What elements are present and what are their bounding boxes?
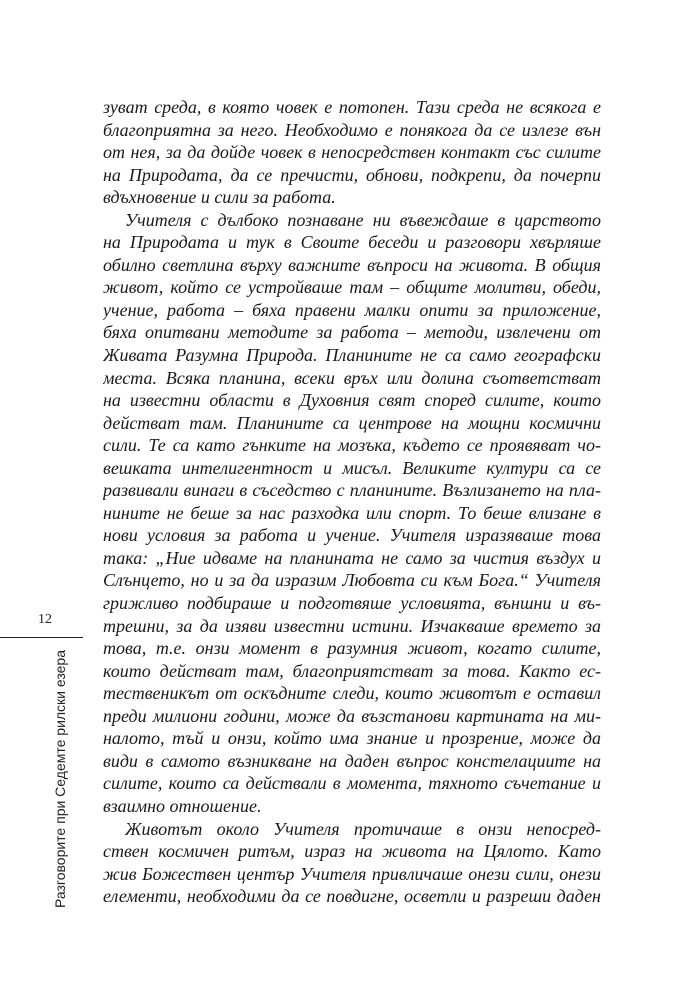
margin-rule bbox=[0, 637, 83, 638]
page-number: 12 bbox=[38, 612, 52, 627]
text-line: от нея, за да дойде човек в непосредствен контакт със силите bbox=[103, 142, 601, 163]
text-line: тественикът от оскъдните следи, които животът е оставил bbox=[103, 683, 601, 704]
body-text bbox=[103, 96, 601, 908]
text-line: вешката интелигентност и мисъл. Великите култури са се bbox=[103, 457, 601, 478]
text-line: живот, който се устройваше там – общите молитви, обеди, bbox=[103, 277, 601, 298]
text-line: това, т.е. онзи момент в разумния живот, когато силите, bbox=[103, 638, 601, 659]
text-line: Учителя с дълбоко познаване ни въвеждаше в царството bbox=[125, 209, 601, 230]
text-line: елементи, необходими да се повдигне, осветли и разреши даден bbox=[103, 886, 601, 907]
text-line: вдъхновение и сили за работа. bbox=[103, 187, 336, 208]
text-line: зуват среда, в която човек е потопен. Тази среда не всякога е bbox=[103, 97, 601, 117]
text-line: които действат там, благоприятстват за това. Както ес- bbox=[103, 660, 601, 681]
text-line: така: „Ние идваме на планината не само за чистия въздух и bbox=[103, 547, 601, 568]
text-line: трешни, за да изяви известни истини. Изчакваше времето за bbox=[103, 615, 601, 636]
text-line: нови условия за работа и учение. Учителя изразяваше това bbox=[103, 525, 601, 546]
text-line: Живата Разумна Природа. Планините не са само географски bbox=[103, 345, 601, 366]
text-line: види в самото възникване на даден въпрос констелациите на bbox=[103, 750, 601, 771]
text-line: нините не беше за нас разходка или спорт. То беше влизане в bbox=[103, 502, 601, 523]
text-line: обилно светлина върху важните въпроси на живота. В общия bbox=[103, 254, 601, 275]
text-line: ствен космичен ритъм, израз на живота на Цялото. Като bbox=[103, 841, 601, 862]
text-line: Животът около Учителя протичаше в онзи непосред- bbox=[125, 818, 601, 839]
text-line: Слънцето, но и за да изразим Любовта си към Бога.“ Учителя bbox=[103, 570, 601, 591]
text-line: бяха опитвани методите за работа – методи, извлечени от bbox=[103, 322, 601, 343]
text-line: жив Божествен център Учителя привличаше онези сили, онези bbox=[103, 863, 601, 884]
text-line: развивали винаги в съседство с планините. Възлизането на пла- bbox=[103, 480, 601, 501]
text-line: налото, тъй и онзи, който има знание и прозрение, може да bbox=[103, 728, 601, 749]
text-line: действат там. Планините са центрове на мощни космични bbox=[103, 412, 601, 433]
text-line: взаимно отношение. bbox=[103, 795, 262, 816]
text-line: сили. Те са като гънките на мозъка, където се проявяват чо- bbox=[103, 435, 601, 456]
text-line: силите, които са действали в момента, тяхното съчетание и bbox=[103, 773, 601, 794]
text-line: на Природата, да се пречисти, обнови, подкрепи, да почерпи bbox=[103, 164, 601, 185]
text-line: учение, работа – бяха правени малки опити за приложение, bbox=[103, 299, 601, 320]
text-line: преди милиони години, може да възстанови картината на ми- bbox=[103, 705, 601, 726]
text-line: на известни области в Духовния свят според силите, които bbox=[103, 390, 601, 411]
text-line: места. Всяка планина, всеки връх или долина съответстват bbox=[103, 367, 601, 388]
text-line: на Природата и тук в Своите беседи и разговори хвърляше bbox=[103, 232, 601, 253]
text-line: благоприятна за него. Необходимо е понякога да се излезе вън bbox=[103, 119, 601, 140]
text-line: грижливо подбираше и подготвяше условията, външни и въ- bbox=[103, 593, 601, 614]
running-title: Разговорите при Седемте рилски езера bbox=[52, 650, 68, 908]
